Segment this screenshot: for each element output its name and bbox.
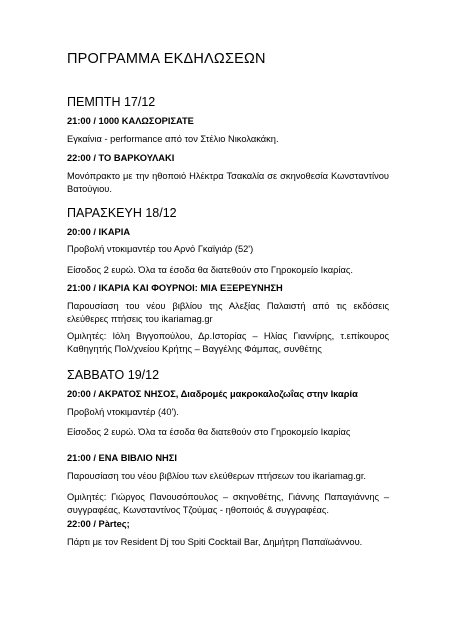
event-description: Εγκαίνια - performance από τον Στέλιο Νικολακάκη. [67, 134, 279, 144]
event-description: Ομιλητές: Γιώργος Πανουσόπουλος – σκηνοθέτης, Γιάννης Παπαγιάννης – συγγραφέας, Κωνσταντίνος Τζούμας - ηθοποιός & συγγραφέας. [67, 492, 389, 515]
event-description: Προβολή ντοκιμαντέρ (40'). [67, 407, 179, 417]
event-title: 22:00 / Pàrteς; [67, 519, 130, 529]
page-title: ΠΡΟΓΡΑΜΜΑ ΕΚΔΗΛΩΣΕΩΝ [67, 51, 266, 67]
event-description: Προβολή ντοκιμαντέρ του Αρνό Γκαϊγιάρ (52') [67, 244, 254, 254]
event-description: Παρουσίαση του νέου βιβλίου της Αλεξίας Παλαιστή από τις εκδόσεις ελεύθερες πτήσεις του ikariamag.gr [67, 301, 389, 324]
event-description: Πάρτι με τον Resident Dj του Spiti Cocktail Bar, Δημήτρη Παπαϊωάννου. [67, 537, 363, 547]
event-title: 20:00 / ΑΚΡΑΤΟΣ ΝΗΣΟΣ, Διαδρομές μακροκαλοζωΐας στην Ικαρία [67, 389, 358, 399]
event-title: 22:00 / ΤΟ ΒΑΡΚΟΥΛΑΚΙ [67, 153, 175, 163]
day-heading-saturday: ΣΑΒΒΑΤΟ 19/12 [67, 368, 160, 382]
event-description: Είσοδος 2 ευρώ. Όλα τα έσοδα θα διατεθούν στο Γηροκομείο Ικαρίας. [67, 265, 353, 275]
event-title: 21:00 / 1000 ΚΑΛΩΣΟΡΙΣΑΤΕ [67, 116, 194, 126]
event-title: 21:00 / ΙΚΑΡΙΑ ΚΑΙ ΦΟΥΡΝΟΙ: ΜΙΑ ΕΞΕΡΕΥΝΗΣΗ [67, 283, 283, 293]
event-description: Μονόπρακτο με την ηθοποιό Ηλέκτρα Τσακαλία σε σκηνοθεσία Κωνσταντίνου Βατούγιου. [67, 171, 389, 194]
event-title: 21:00 / ΕΝΑ ΒΙΒΛΙΟ ΝΗΣΙ [67, 453, 177, 463]
day-heading-friday: ΠΑΡΑΣΚΕΥΗ 18/12 [67, 206, 177, 220]
day-heading-thursday: ΠΕΜΠΤΗ 17/12 [67, 95, 156, 109]
event-description: Ομιλητές: Ιόλη Βιγγοπούλου, Δρ.Ιστορίας – Ηλίας Γιαννίρης, τ.επίκουρος Καθηγητής Πολ/χνείου Κρήτης – Βαγγέλης Φάμπας, συνθέτης [67, 331, 389, 354]
event-description: Είσοδος 2 ευρώ. Όλα τα έσοδα θα διατεθούν στο Γηροκομείο Ικαρίας [67, 427, 351, 437]
event-description: Παρουσίαση του νέου βιβλίου των ελεύθερων πτήσεων του ikariamag.gr. [67, 471, 366, 481]
event-title: 20:00 / ΙΚΑΡΙΑ [67, 227, 131, 237]
